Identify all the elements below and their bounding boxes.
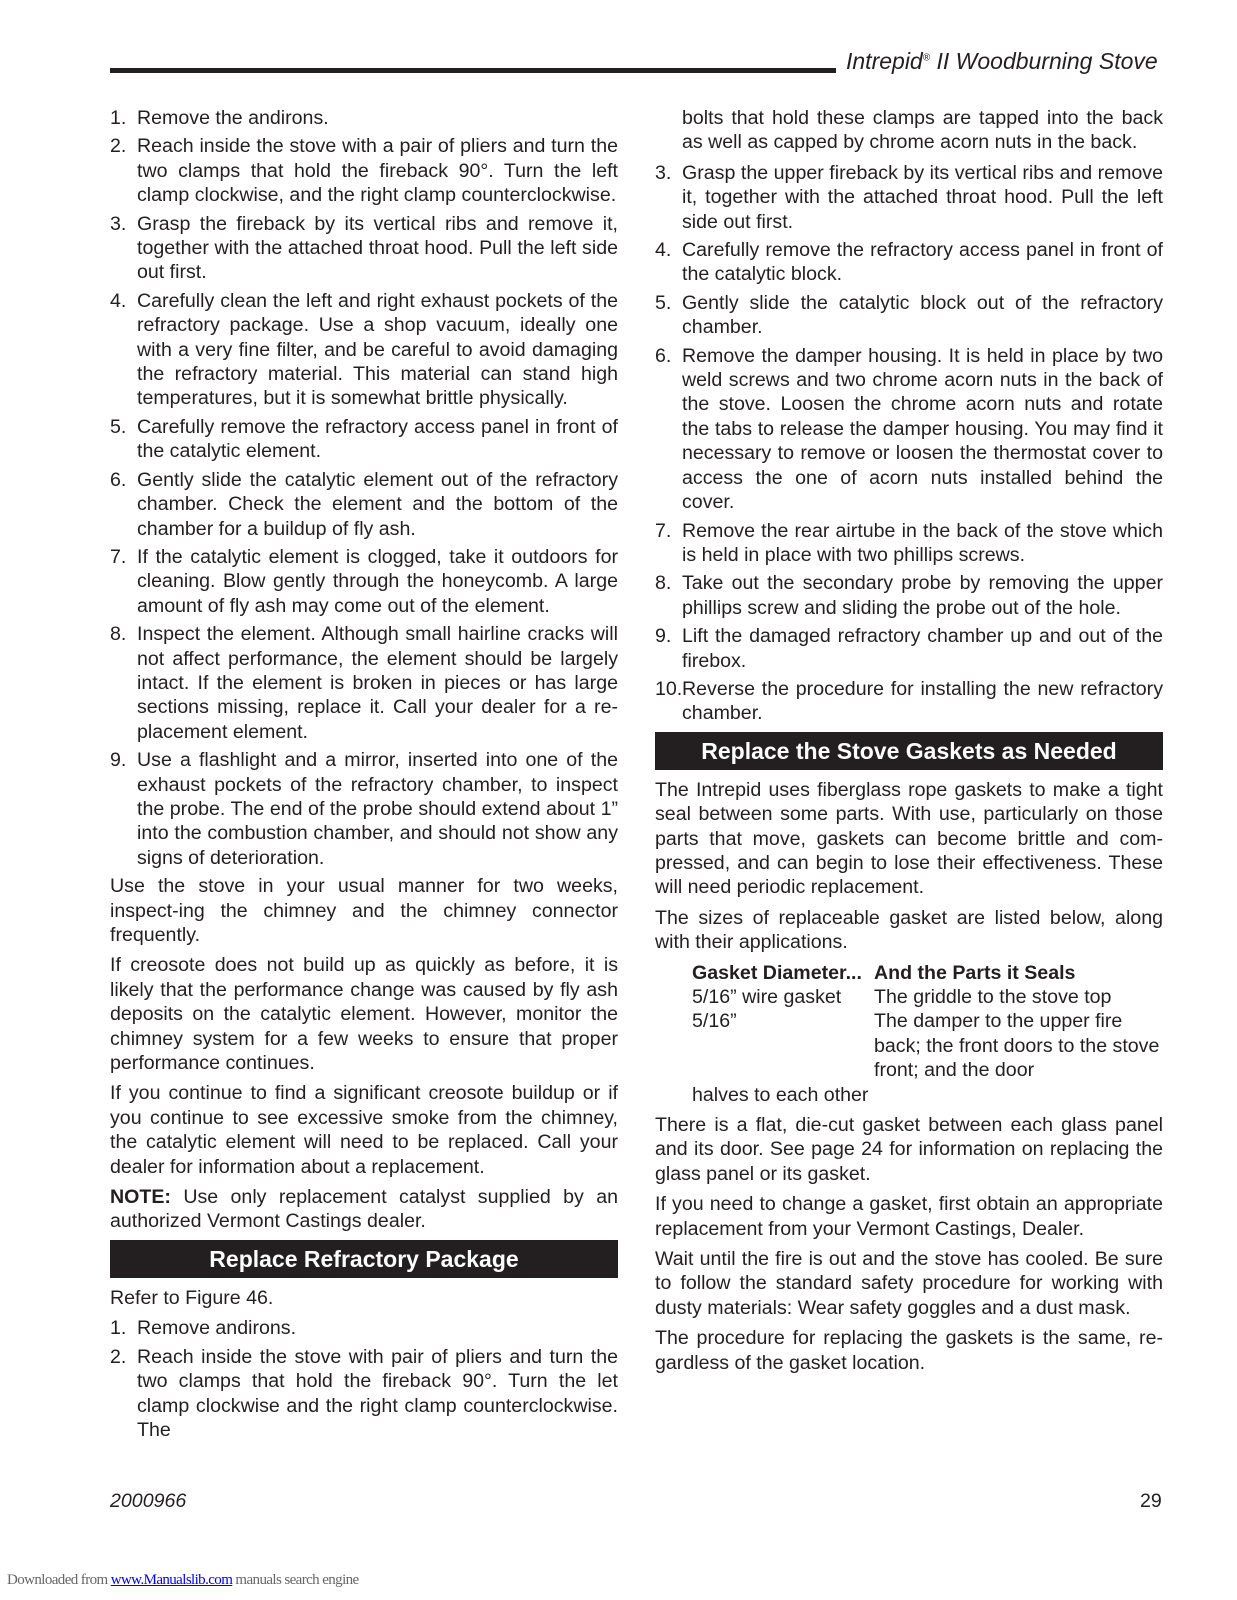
title-brand: Intrepid — [846, 48, 923, 74]
list-item — [655, 161, 1163, 234]
item-number: 2. — [110, 135, 127, 158]
item-text: Inspect the element. Although small hairline cracks will not affect performance, the element should be largely intact. If the element is broken in pieces or has large sections missing, replace it. Call your dealer for a re-placement element. — [137, 623, 618, 743]
item-number: 5. — [110, 415, 127, 438]
item-number: 3. — [110, 212, 127, 235]
list-item — [655, 238, 1163, 287]
paragraph: Use the stove in your usual manner for two weeks, inspect-ing the chimney and the chimney connector frequently. — [110, 875, 618, 946]
header-diameter: Gasket Diameter... — [692, 961, 862, 984]
right-column — [655, 106, 1163, 1381]
item-text: Carefully remove the refractory access panel in front of the catalytic element. — [137, 415, 618, 463]
item-number: 6. — [110, 468, 127, 491]
paragraph-continued: bolts that hold these clamps are tapped into the back as well as capped by chrome acorn nuts in the back. — [682, 107, 1163, 154]
note-text: Use only replacement catalyst supplied by an authorized Vermont Castings dealer. — [110, 1186, 618, 1233]
list-item — [110, 622, 618, 744]
gasket-parts: The damper to the upper fire back; the front doors to the stove front; and the door — [874, 1010, 1160, 1082]
gasket-parts: The griddle to the stove top — [874, 986, 1112, 1008]
item-text: If the catalytic element is clogged, take it outdoors for cleaning. Blow gently through the honeycomb. A large amount of fly ash may come out of the element. — [137, 545, 618, 617]
gasket-diameter: 5/16” wire gasket — [692, 986, 842, 1008]
refractory-steps-list-continued — [655, 161, 1163, 726]
note — [110, 1185, 618, 1234]
list-item — [655, 344, 1163, 515]
list-item — [110, 748, 618, 870]
gasket-row — [692, 1009, 1163, 1082]
gasket-table — [692, 961, 1163, 1107]
manualslib-link[interactable]: www.Manualslib.com — [110, 1572, 233, 1588]
item-text: Carefully clean the left and right exhaust pockets of the refractory package. Use a shop vacuum, ideally one with a very fine filter, and be careful to avoid damaging the refractory material. This material can stand high temperatures, but it is somewhat brittle physically. — [137, 289, 618, 410]
refractory-steps-list — [110, 1316, 618, 1442]
list-item — [110, 134, 618, 207]
document-number: 2000966 — [110, 1490, 187, 1512]
gasket-parts-trail: halves to each other — [692, 1083, 869, 1106]
paragraph: If you need to change a gasket, first obtain an appropriate replacement from your Vermont Castings, Dealer. — [655, 1193, 1163, 1240]
gasket-diameter: 5/16” — [692, 1010, 737, 1033]
paragraph: The procedure for replacing the gaskets is the same, re-gardless of the gasket location. — [655, 1327, 1163, 1374]
list-item — [655, 677, 1163, 726]
item-number: 4. — [110, 289, 127, 312]
item-number: 1. — [110, 107, 127, 129]
item-number: 7. — [655, 519, 672, 542]
list-item — [110, 106, 618, 130]
paragraph: The sizes of replaceable gasket are listed below, along with their applications. — [655, 906, 1163, 954]
item-text: Remove the andirons. — [137, 107, 329, 129]
header-title — [846, 48, 1158, 75]
item-number: 6. — [655, 344, 672, 367]
list-item — [655, 291, 1163, 340]
download-post: manuals search engine — [232, 1572, 359, 1588]
item-number: 3. — [655, 161, 672, 184]
item-text: Lift the damaged refractory chamber up and out of the firebox. — [682, 625, 1163, 672]
section-heading-gaskets: Replace the Stove Gaskets as Needed — [655, 732, 1163, 770]
list-item — [110, 468, 618, 541]
item-number: 7. — [110, 545, 127, 568]
paragraph: If creosote does not build up as quickly as before, it is likely that the performance change was caused by fly ash deposits on the catalytic element. However, monitor the chimney system for a few weeks to ensure that proper performance continues. — [110, 954, 618, 1075]
page-number: 29 — [1140, 1490, 1162, 1512]
item-text: Remove the damper housing. It is held in place by two weld screws and two chrome acorn nuts in the back of the stove. Loosen the chrome acorn nuts and rotate the tabs to release the damper housing. You may find it necessary to remove or loosen the thermostat cover to access the one of acorn nuts installed behind the cover. — [682, 344, 1163, 514]
item-text: Reverse the procedure for installing the new refractory chamber. — [682, 677, 1163, 725]
item-text: Grasp the upper fireback by its vertical ribs and remove it, together with the attached throat hood. Pull the left side out first. — [682, 161, 1163, 233]
item-text: Carefully remove the refractory access panel in front of the catalytic block. — [682, 239, 1163, 286]
left-column — [110, 106, 618, 1446]
item-text: Gently slide the catalytic element out of the refractory chamber. Check the element and the bottom of the chamber for a buildup of fly ash. — [137, 468, 618, 540]
list-item — [655, 624, 1163, 673]
list-item — [110, 212, 618, 285]
item-number: 5. — [655, 291, 672, 314]
item-text: Gently slide the catalytic block out of the refractory chamber. — [682, 291, 1163, 339]
list-item — [655, 571, 1163, 620]
note-label: NOTE: — [110, 1186, 171, 1209]
registered-mark: ® — [922, 52, 931, 64]
gasket-row — [692, 985, 1163, 1009]
item-number: 1. — [110, 1317, 127, 1340]
paragraph: The Intrepid uses fiberglass rope gaskets to make a tight seal between some parts. With use, particularly on those parts that move, gaskets can become brittle and com-pressed, and can begin to lose their effectiveness. These will need periodic replacement. — [655, 778, 1163, 899]
item-text: Grasp the fireback by its vertical ribs and remove it, together with the attached throat hood. Pull the left side out first. — [137, 212, 618, 284]
title-rest: II Woodburning Stove — [930, 48, 1158, 74]
item-text: Remove andirons. — [137, 1317, 297, 1340]
item-text: Take out the secondary probe by removing the upper phillips screw and sliding the probe out of the hole. — [682, 572, 1163, 619]
section-heading-refractory: Replace Refractory Package — [110, 1240, 618, 1278]
paragraph: If you continue to find a significant creosote buildup or if you continue to see excessive smoke from the chimney, the catalytic element will need to be replaced. Call your dealer for information about a replacement. — [110, 1082, 618, 1178]
item-number: 2. — [110, 1345, 127, 1368]
item-text: Use a flashlight and a mirror, inserted into one of the exhaust pockets of the refractory chamber, to inspect the probe. The end of the probe should extend about 1” into the combustion chamber, and should not show any signs of deterioration. — [137, 749, 618, 869]
list-item — [110, 289, 618, 411]
paragraph: Refer to Figure 46. — [110, 1286, 274, 1309]
gasket-table-header — [692, 961, 1163, 985]
item-number: 8. — [110, 623, 127, 646]
header-rule — [110, 68, 836, 73]
cleaning-steps-list — [110, 106, 618, 870]
download-banner — [7, 1572, 359, 1589]
item-number: 4. — [655, 239, 672, 262]
item-text: Reach inside the stove with pair of pliers and turn the two clamps that hold the fireback 90°. Turn the let clamp clockwise and the right clamp counterclockwise. The — [137, 1345, 618, 1441]
download-pre: Downloaded from — [7, 1572, 111, 1588]
list-item — [110, 1316, 618, 1340]
item-text: Reach inside the stove with a pair of pliers and turn the two clamps that hold the fireback 90°. Turn the left clamp clockwise, and the right clamp counterclockwise. — [137, 135, 618, 207]
item-text: Remove the rear airtube in the back of the stove which is held in place with two phillips screws. — [682, 519, 1163, 566]
list-item — [110, 545, 618, 618]
item-number: 8. — [655, 572, 672, 595]
paragraph: Wait until the fire is out and the stove has cooled. Be sure to follow the standard safety procedure for working with dusty materials: Wear safety goggles and a dust mask. — [655, 1248, 1163, 1319]
paragraph: There is a flat, die-cut gasket between each glass panel and its door. See page 24 for information on replacing the glass panel or its gasket. — [655, 1114, 1163, 1185]
list-item — [655, 519, 1163, 568]
header-parts: And the Parts it Seals — [874, 961, 1076, 984]
list-item — [110, 1345, 618, 1443]
list-item — [110, 415, 618, 464]
item-number: 9. — [655, 625, 672, 648]
item-number: 9. — [110, 749, 127, 772]
item-number: 10. — [655, 677, 683, 700]
